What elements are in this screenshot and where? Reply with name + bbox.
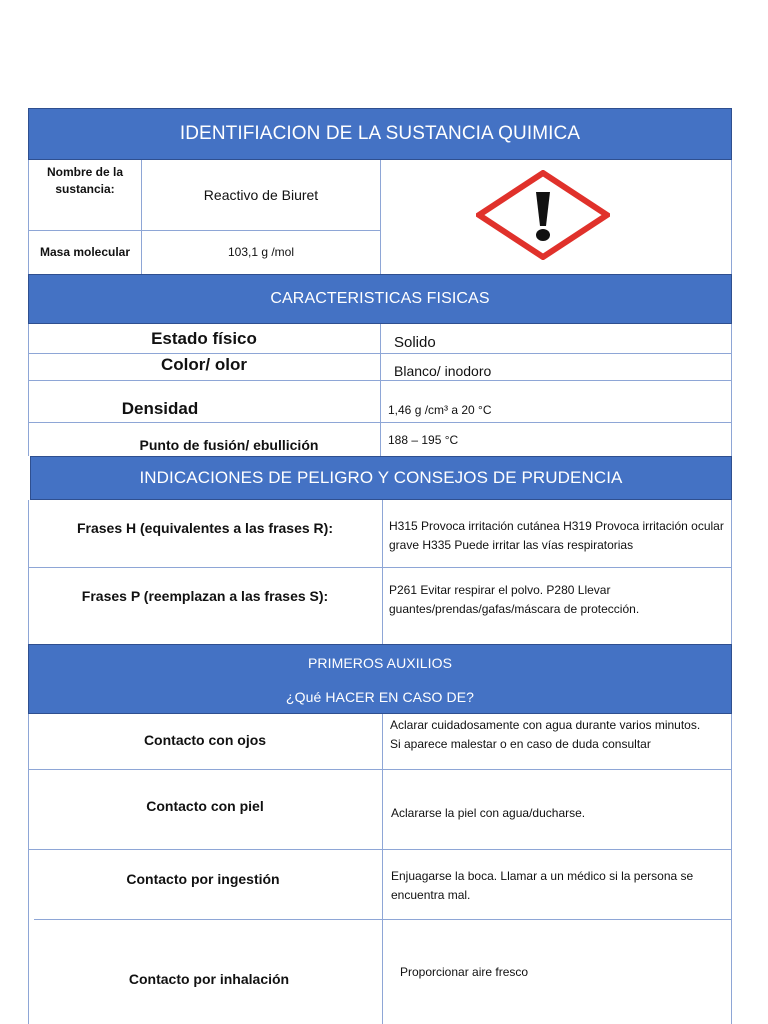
substance-name-label: Nombre de la sustancia: <box>46 165 124 196</box>
eyes-contact-label: Contacto con ojos <box>143 732 267 748</box>
h-phrases-value: H315 Provoca irritación cutánea H319 Provoca irritación ocular grave H335 Puede irritar las vías respiratorias <box>389 519 724 552</box>
inhalation-contact-label: Contacto por inhalación <box>128 971 290 987</box>
color-label: Color/ olor <box>161 355 247 374</box>
color-value: Blanco/ inodoro <box>394 363 492 379</box>
ingestion-contact-label: Contacto por ingestión <box>126 871 280 887</box>
hazard-header: INDICACIONES DE PELIGRO Y CONSEJOS DE PRUDENCIA <box>30 456 732 500</box>
substance-name-value: Reactivo de Biuret <box>203 187 319 203</box>
state-value: Solido <box>394 333 436 351</box>
state-label: Estado físico <box>151 329 257 348</box>
exclamation-hazard-icon <box>476 170 610 260</box>
inhalation-contact-value: Proporcionar aire fresco <box>400 965 529 979</box>
density-label: Densidad <box>121 399 199 418</box>
first-aid-header: PRIMEROS AUXILIOS <box>28 644 732 680</box>
p-phrases-label: Frases P (reemplazan a las frases S): <box>81 588 329 604</box>
eyes-contact-value: Aclarar cuidadosamente con agua durante varios minutos. Si aparece malestar o en caso de duda consultar <box>390 718 701 751</box>
skin-contact-value: Aclararse la piel con agua/ducharse. <box>391 806 586 820</box>
skin-contact-label: Contacto con piel <box>146 798 264 814</box>
identification-header: IDENTIFIACION DE LA SUSTANCIA QUIMICA <box>28 108 732 160</box>
melting-point-label: Punto de fusión/ ebullición <box>139 437 319 453</box>
physical-characteristics-header: CARACTERISTICAS FISICAS <box>28 274 732 324</box>
molecular-mass-value: 103,1 g /mol <box>227 245 295 259</box>
h-phrases-label: Frases H (equivalentes a las frases R): <box>76 520 333 536</box>
molecular-mass-label: Masa molecular <box>39 245 131 259</box>
ingestion-contact-value: Enjuagarse la boca. Llamar a un médico si la persona se encuentra mal. <box>391 869 694 902</box>
p-phrases-value: P261 Evitar respirar el polvo. P280 Llevar guantes/prendas/gafas/máscara de protección. <box>389 583 640 616</box>
first-aid-subheader: ¿Qué HACER EN CASO DE? <box>28 680 732 714</box>
melting-point-value: 188 – 195 °C <box>388 433 459 447</box>
density-value: 1,46 g /cm³ a 20 °C <box>388 403 492 417</box>
